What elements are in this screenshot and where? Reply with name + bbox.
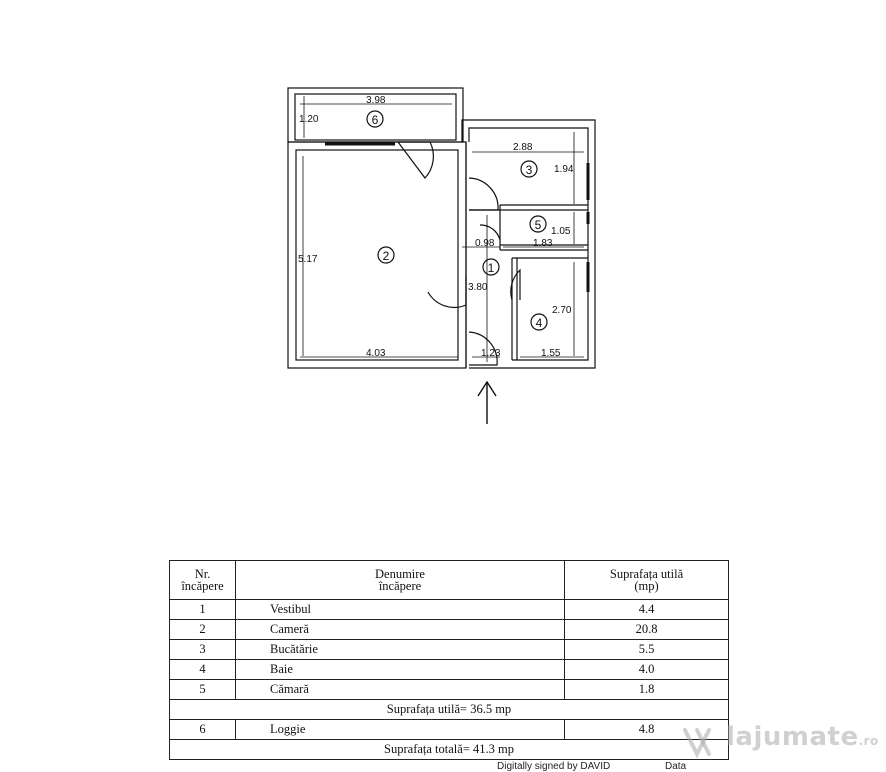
row-name: Cameră bbox=[236, 620, 565, 640]
row-area: 20.8 bbox=[565, 620, 729, 640]
door-loggia bbox=[398, 142, 433, 178]
dim-room2-width: 4.03 bbox=[366, 348, 386, 359]
room-1-number: 1 bbox=[487, 261, 495, 275]
row-nr: 5 bbox=[170, 680, 236, 700]
row-name: Bucătărie bbox=[236, 640, 565, 660]
room-4-number: 4 bbox=[535, 316, 543, 330]
table-header-row bbox=[170, 561, 729, 600]
signature-row bbox=[169, 762, 729, 772]
watermark bbox=[726, 722, 879, 752]
useful-total-row bbox=[170, 700, 729, 720]
dim-hall-length: 3.80 bbox=[468, 282, 488, 293]
row-nr: 3 bbox=[170, 640, 236, 660]
brand-logo-icon bbox=[681, 724, 721, 760]
room-6-number: 6 bbox=[371, 113, 379, 127]
dim-bath-height: 2.70 bbox=[552, 305, 572, 316]
table-row bbox=[170, 660, 729, 680]
dim-hall-entry-width: 1.23 bbox=[481, 348, 501, 359]
header-name: Denumire încăpere bbox=[236, 561, 565, 600]
room-5-number: 5 bbox=[534, 218, 542, 232]
watermark-suffix: .ro bbox=[858, 734, 879, 748]
header-nr: Nr. încăpere bbox=[170, 561, 236, 600]
door-room2 bbox=[428, 275, 466, 307]
room2-inner-wall bbox=[296, 150, 458, 360]
table-row bbox=[170, 680, 729, 700]
room-2-number: 2 bbox=[382, 249, 390, 263]
digital-signature-text: Digitally signed by DAVID bbox=[497, 761, 611, 772]
dim-loggia-width: 3.98 bbox=[366, 95, 386, 106]
dim-storage-width: 1.83 bbox=[533, 238, 553, 249]
dim-bath-width: 1.55 bbox=[541, 348, 561, 359]
room-3-number: 3 bbox=[525, 163, 533, 177]
row-area: 4.8 bbox=[565, 720, 729, 740]
table-row bbox=[170, 640, 729, 660]
dim-room2-height: 5.17 bbox=[298, 254, 318, 265]
dim-hall-width-small: 0.98 bbox=[475, 238, 495, 249]
grand-total-row bbox=[170, 740, 729, 760]
date-label: Data bbox=[665, 761, 687, 772]
dim-loggia-depth: 1.20 bbox=[299, 114, 319, 125]
row-area: 4.4 bbox=[565, 600, 729, 620]
row-nr: 2 bbox=[170, 620, 236, 640]
row-name: Cămară bbox=[236, 680, 565, 700]
row-name: Baie bbox=[236, 660, 565, 680]
row-area: 5.5 bbox=[565, 640, 729, 660]
grand-total: Suprafața totală= 41.3 mp bbox=[170, 740, 729, 760]
table-row bbox=[170, 720, 729, 740]
header-area: Suprafața utilă (mp) bbox=[565, 561, 729, 600]
useful-total: Suprafața utilă= 36.5 mp bbox=[170, 700, 729, 720]
row-area: 4.0 bbox=[565, 660, 729, 680]
dim-kitchen-width: 2.88 bbox=[513, 142, 533, 153]
row-nr: 6 bbox=[170, 720, 236, 740]
dim-storage-height: 1.05 bbox=[551, 226, 571, 237]
table-row bbox=[170, 620, 729, 640]
door-kitchen bbox=[469, 178, 498, 210]
table-row bbox=[170, 600, 729, 620]
row-area: 1.8 bbox=[565, 680, 729, 700]
dim-kitchen-height: 1.94 bbox=[554, 164, 574, 175]
row-nr: 4 bbox=[170, 660, 236, 680]
row-nr: 1 bbox=[170, 600, 236, 620]
room-area-table bbox=[169, 560, 729, 760]
row-name: Vestibul bbox=[236, 600, 565, 620]
row-name: Loggie bbox=[236, 720, 565, 740]
watermark-brand: lajumate bbox=[726, 722, 859, 752]
